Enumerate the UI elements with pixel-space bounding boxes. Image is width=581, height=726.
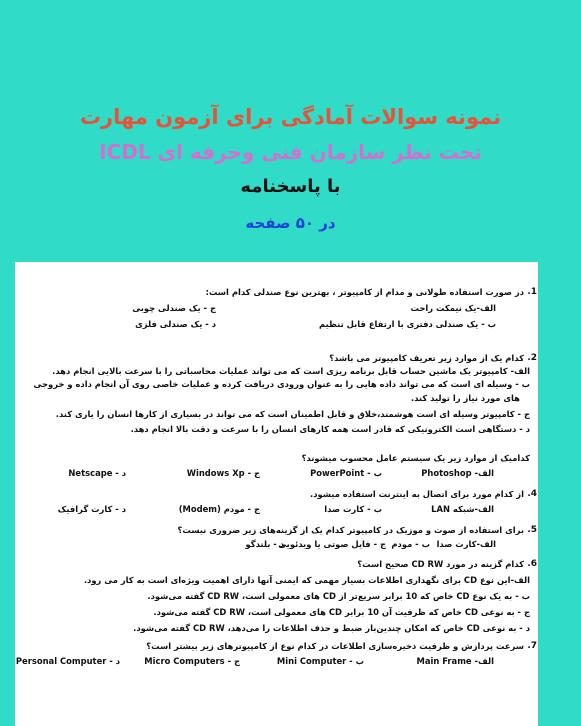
question-number: 7. — [527, 641, 537, 651]
cover-title-line4: در ۵۰ صفحه — [245, 214, 336, 232]
option-a: الف-کارت صدا — [436, 539, 496, 549]
option-c: ج - کامپیوتر وسیله ای است هوشمند،خلاق و قابل اطمینان است که می تواند در بسیاری از کارها انسان را یاری کند. — [55, 409, 530, 419]
option-b: ب - Mini Computer — [276, 656, 364, 666]
option-c: ج - Micro Computers — [144, 656, 240, 666]
cover-title-line2: ICDL تحت نظر سازمان فنی وحرفه ای — [99, 140, 482, 164]
option-c: ج - Windows Xp — [186, 468, 260, 478]
option-c: ج - مودم (Modem) — [178, 504, 260, 514]
option-a: الف- کامپیوتر یک ماشین حساب قابل برنامه ریزی است که می تواند عملیات محاسباتی را با سرعت بالایی انجام دهد. — [52, 366, 530, 376]
option-b: ب - به یک نوع CD خاص که 10 برابر سریع‌تر از CD های معمولی است، CD RW گفته می‌شود. — [147, 591, 530, 601]
option-a: الف-شبکه LAN — [431, 504, 494, 514]
option-a: الف- Photoshop — [421, 468, 494, 478]
question-number: 1. — [527, 287, 537, 297]
option-b: ب - وسیله ای است که می تواند داده هایی را به عنوان ورودی دریافت کرده و عملیات خاصی روی آن انجام داده و خروجی — [33, 379, 530, 389]
option-d: د - یک صندلی فلزی — [135, 319, 216, 329]
option-d: د - Personal Computer — [15, 656, 120, 666]
question-number: 4. — [527, 489, 537, 499]
option-c: ج - فایل صوتی یا ویدئویی — [278, 539, 386, 549]
cover-title-line1: نمونه سوالات آمادگی برای آزمون مهارت — [79, 105, 502, 129]
option-a: الف- Main Frame — [416, 656, 494, 666]
option-d: د - دستگاهی است الکترونیکی که قادر است همه کارهای انسان را با سرعت و دقت بالا انجام دهد. — [130, 424, 530, 434]
cover-title-line3: با پاسخنامه — [240, 176, 341, 197]
option-b: ب - PowerPoint — [310, 468, 382, 478]
option-c: ج - به نوعی CD خاص که ظرفیت آن 10 برابر CD های معمولی است، CD RW گفته می‌شود. — [153, 607, 530, 617]
option-a: الف-یک نیمکت راحت — [410, 303, 496, 313]
option-b: ب - مودم — [391, 539, 430, 549]
option-d: د - به نوعی CD خاص که امکان چندین‌بار ضبط و حذف اطلاعات را می‌دهد، CD RW گفته می‌شود. — [133, 623, 530, 633]
option-b: ب - یک صندلی دفتری با ارتفاع قابل تنظیم — [319, 319, 496, 329]
document-page — [15, 262, 538, 726]
question-text: سرعت پردازش و ظرفیت ذخیره‌سازی اطلاعات در کدام نوع از کامپیوترهای زیر بیشتر است؟ — [146, 641, 524, 651]
option-d: د - بلندگو — [245, 539, 284, 549]
question-number: 2. — [527, 353, 537, 363]
option-b-continued: های مورد نیاز را تولید کند. — [410, 393, 520, 403]
option-c: ج - یک صندلی چوبی — [132, 303, 216, 313]
option-b: ب - کارت صدا — [324, 504, 382, 514]
question-number: 6. — [527, 559, 537, 569]
question-number: 5. — [527, 525, 537, 535]
question-text: در صورت استفاده طولانی و مدام از کامپیوتر ، بهترین نوع صندلی کدام است: — [205, 287, 524, 297]
question-text: کدام گزینه در مورد CD RW صحیح است؟ — [357, 559, 524, 569]
option-d: د - Netscape — [68, 468, 126, 478]
question-text: کدام یک از موارد زیر تعریف کامپیوتر می باشد؟ — [329, 353, 524, 363]
question-text: کدامیک از موارد زیر یک سیستم عامل محسوب میشوند؟ — [301, 453, 530, 463]
option-a: الف-این نوع CD برای نگهداری اطلاعات بسیار مهمی که ایمنی آنها دارای اهمیت ویژه‌ای است به کار می رود. — [83, 575, 530, 585]
question-text: از کدام مورد برای اتصال به اینترنت استفاده میشود. — [310, 489, 524, 499]
question-text: برای استفاده از صوت و موزیک در کامپیوتر کدام یک از گزینه‌های زیر ضروری نیست؟ — [177, 525, 524, 535]
option-d: د - کارت گرافیک — [57, 504, 126, 514]
